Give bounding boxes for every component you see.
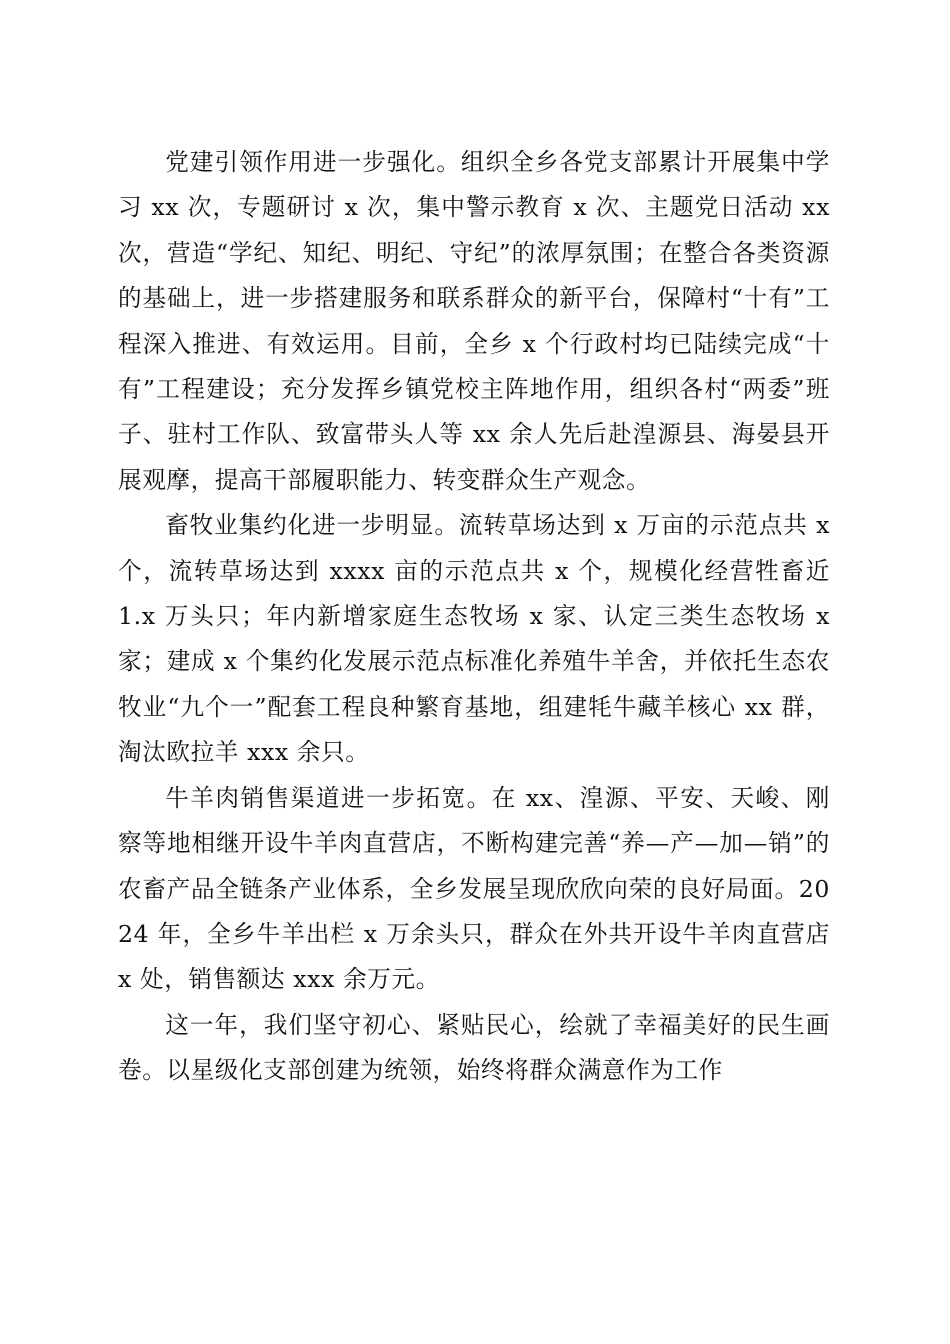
paragraph-meat-sales-channels: 牛羊肉销售渠道进一步拓宽。在 xx、湟源、平安、天峻、刚察等地相继开设牛羊肉直营店，不断构建完善“养—产—加—销”的农畜产品全链条产业体系，全乡发展呈现欣欣向荣的良好局面。2024 年，全乡牛羊出栏 x 万余头只，群众在外共开设牛羊肉直营店 x 处，销售额达 xxx 余万元。 (118, 783, 830, 994)
paragraph-livestock-intensification: 畜牧业集约化进一步明显。流转草场达到 x 万亩的示范点共 x 个，流转草场达到 xxxx 亩的示范点共 x 个，规模化经营牲畜近 1.x 万头只；年内新增家庭生态牧场 x 家、认定三类生态牧场 x 家；建成 x 个集约化发展示范点标准化养殖牛羊舍，并依托生态农牧业“九个一”配套工程良种繁育基地，组建牦牛藏羊核心 xx 群，淘汰欧拉羊 xxx 余只。 (118, 511, 830, 767)
paragraph-party-building: 党建引领作用进一步强化。组织全乡各党支部累计开展集中学习 xx 次，专题研讨 x 次，集中警示教育 x 次、主题党日活动 xx 次，营造“学纪、知纪、明纪、守纪”的浓厚氛围；在整合各类资源的基础上，进一步搭建服务和联系群众的新平台，保障村“十有”工程深入推进、有效运用。目前，全乡 x 个行政村均已陆续完成“十有”工程建设；充分发挥乡镇党校主阵地作用，组织各村“两委”班子、驻村工作队、致富带头人等 xx 余人先后赴湟源县、海晏县开展观摩，提高干部履职能力、转变群众生产观念。 (118, 148, 830, 494)
paragraph-livelihood: 这一年，我们坚守初心、紧贴民心，绘就了幸福美好的民生画卷。以星级化支部创建为统领，始终将群众满意作为工作 (118, 1010, 830, 1085)
document-body (118, 140, 830, 1094)
